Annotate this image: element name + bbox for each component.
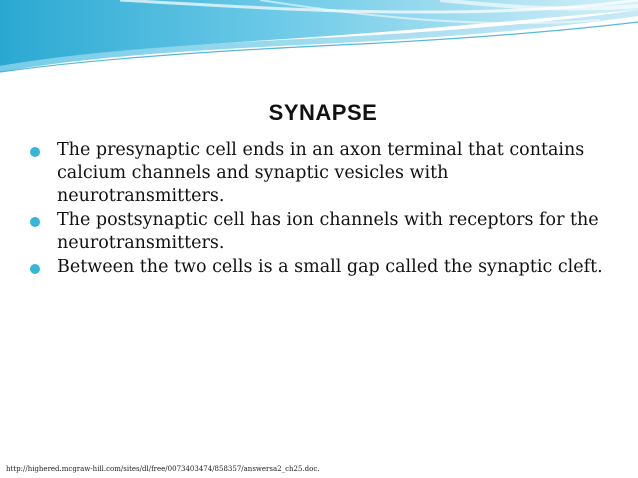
bullet-dot-icon [30,147,40,157]
bullet-text: The postsynaptic cell has ion channels with receptors for the neurotransmitters. [57,210,599,253]
header-wave-decoration [0,0,638,80]
bullet-item [30,209,610,255]
bullet-list [30,139,610,280]
bullet-text: The presynaptic cell ends in an axon terminal that contains calcium channels and synaptic vesicles with neurotransmitters. [57,140,585,206]
slide-title-text: SYNAPSE [268,100,378,125]
bullet-text: Between the two cells is a small gap called the synaptic cleft. [57,257,603,277]
source-citation: http://highered.mcgraw-hill.com/sites/dl/free/0073403474/858357/answersa2_ch25.doc. [6,465,320,473]
bullet-item [30,256,610,279]
slide-title [0,100,638,126]
bullet-dot-icon [30,217,40,227]
bullet-item [30,139,610,208]
bullet-dot-icon [30,264,40,274]
